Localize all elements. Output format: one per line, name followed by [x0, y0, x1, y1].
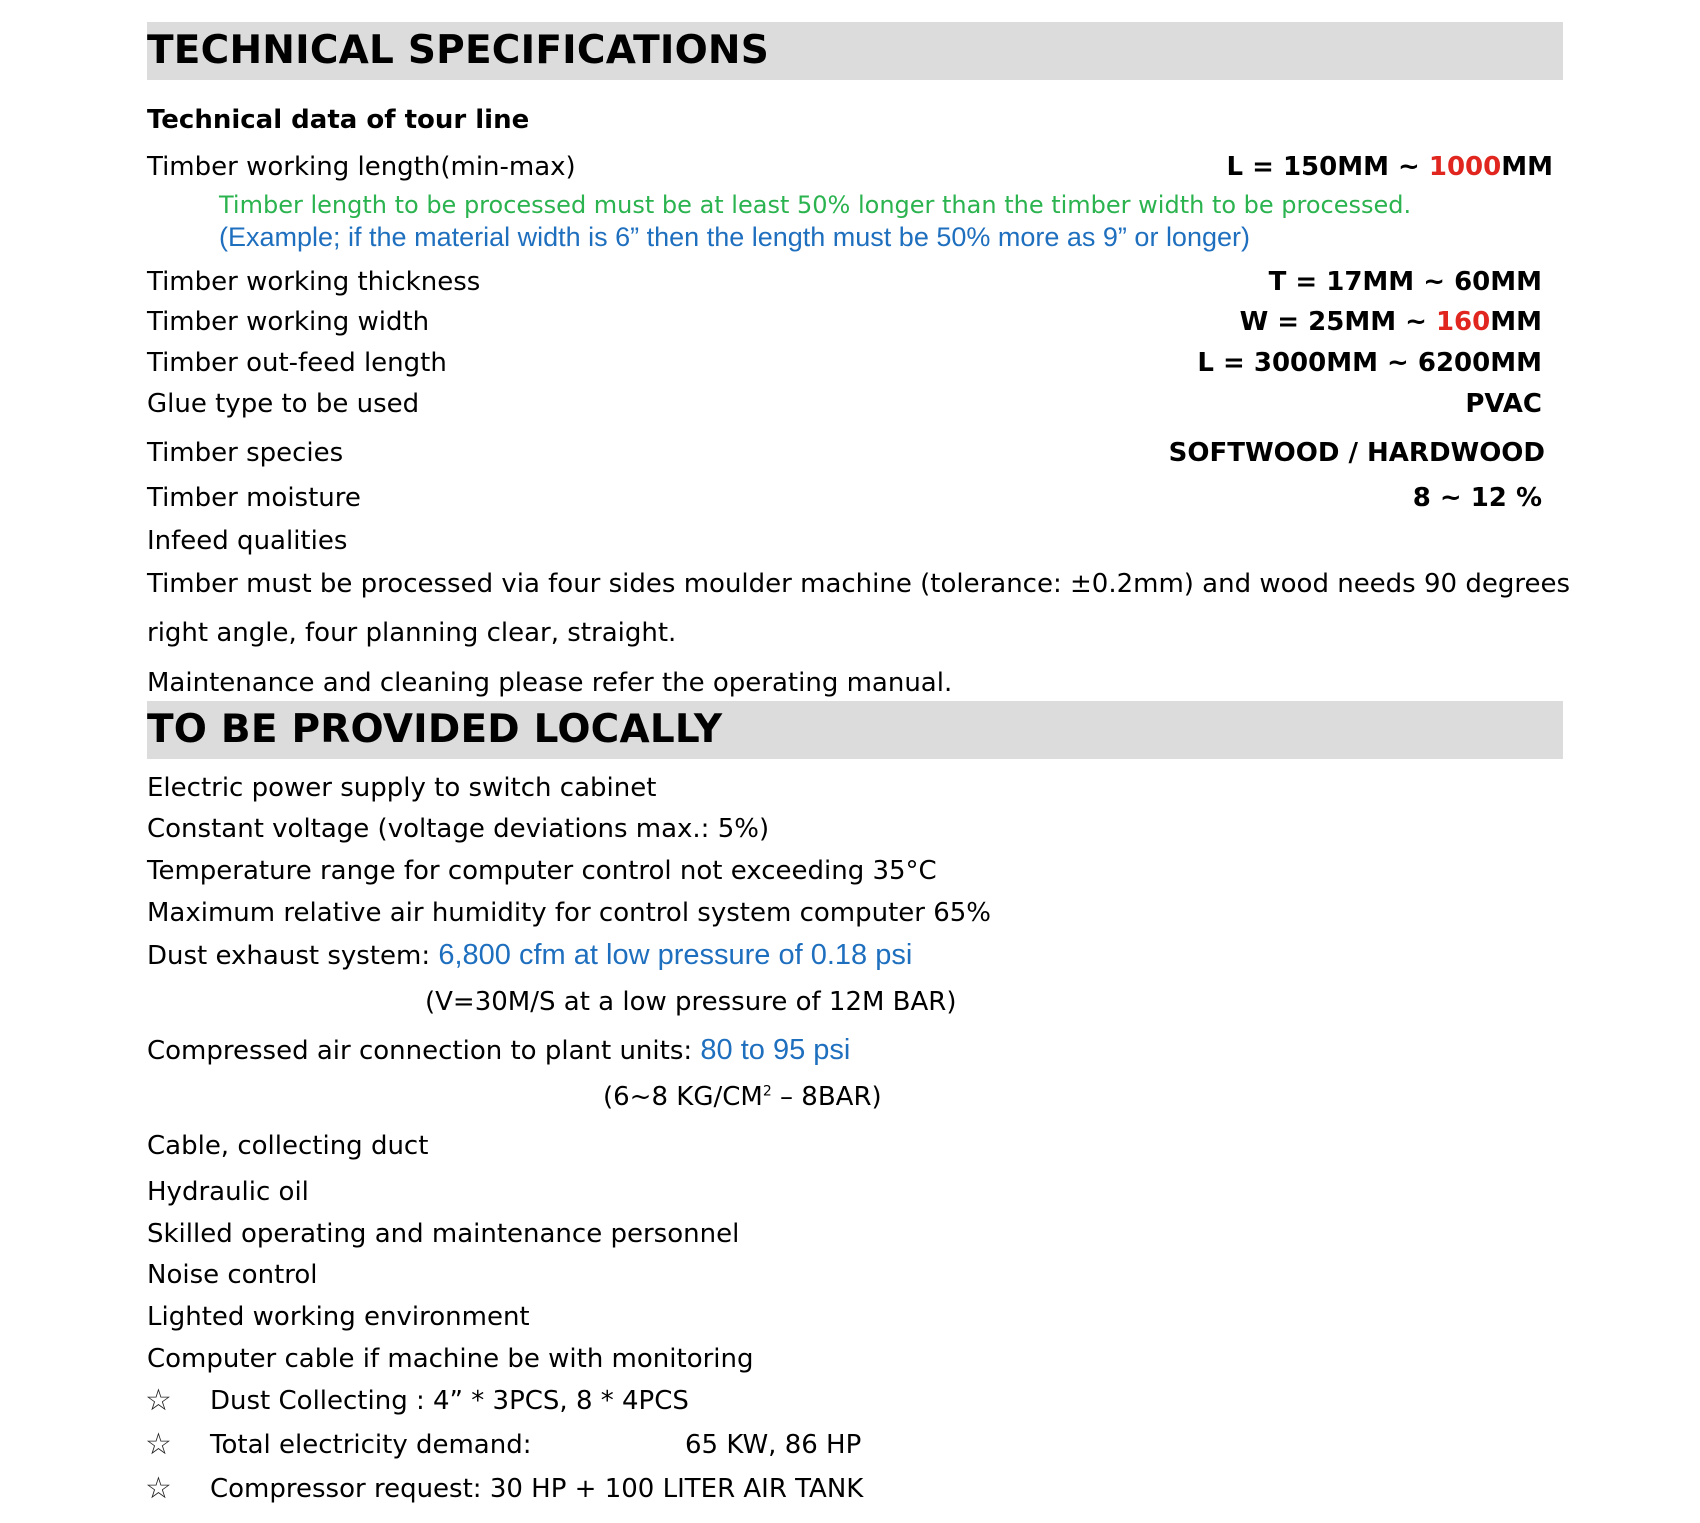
- air-label: Compressed air connection to plant units:: [147, 1036, 701, 1066]
- spec-label-outfeed: Timber out-feed length: [147, 348, 447, 378]
- air-note: [603, 1081, 882, 1113]
- spec-value-length-suffix: MM: [1501, 152, 1553, 182]
- subheading: Technical data of tour line: [147, 105, 530, 135]
- local-item-voltage: Constant voltage (voltage deviations max.: 5%): [147, 814, 770, 844]
- star-icon: ☆: [145, 1427, 172, 1462]
- spec-value-length-highlight: 1000: [1428, 152, 1502, 182]
- local-item-cable: Cable, collecting duct: [147, 1131, 429, 1161]
- process-line-1: Timber must be processed via four sides moulder machine (tolerance: ±0.2mm) and wood needs 90 degrees: [147, 569, 1571, 599]
- local-item-dust: [147, 939, 912, 972]
- local-item-temperature: Temperature range for computer control not exceeding 35°C: [147, 856, 937, 886]
- local-item-computer-cable: Computer cable if machine be with monitoring: [147, 1344, 754, 1374]
- spec-value-length-prefix: L = 150MM ~: [1226, 152, 1429, 182]
- spec-value-glue: PVAC: [1465, 389, 1542, 419]
- local-item-noise: Noise control: [147, 1260, 318, 1290]
- spec-value-length: [1227, 151, 1554, 183]
- local-item-power: Electric power supply to switch cabinet: [147, 773, 657, 803]
- local-item-personnel: Skilled operating and maintenance personnel: [147, 1219, 740, 1249]
- maintenance-note: Maintenance and cleaning please refer the operating manual.: [147, 668, 953, 698]
- star-item-compressor: Compressor request: 30 HP + 100 LITER AIR TANK: [210, 1474, 864, 1504]
- spec-label-glue: Glue type to be used: [147, 389, 420, 419]
- spec-value-species: SOFTWOOD / HARDWOOD: [1168, 438, 1545, 468]
- spec-label-moisture: Timber moisture: [147, 483, 361, 513]
- spec-label-length: Timber working length(min-max): [147, 152, 576, 182]
- spec-label-width: Timber working width: [147, 307, 430, 337]
- air-value: 80 to 95 psi: [700, 1034, 851, 1066]
- spec-label-thickness: Timber working thickness: [147, 267, 481, 297]
- spec-value-width-suffix: MM: [1490, 307, 1542, 337]
- local-item-hydraulic: Hydraulic oil: [147, 1177, 309, 1207]
- spec-value-width-prefix: W = 25MM ~: [1239, 307, 1436, 337]
- local-item-air: [147, 1034, 850, 1067]
- star-icon: ☆: [145, 1471, 172, 1506]
- star-item-dust-collecting: Dust Collecting : 4” * 3PCS, 8 * 4PCS: [210, 1386, 689, 1416]
- air-note-suffix: – 8BAR): [771, 1082, 882, 1112]
- note-example-blue: (Example; if the material width is 6” then the length must be 50% more as 9” or longer): [219, 222, 1250, 252]
- local-item-lighting: Lighted working environment: [147, 1302, 530, 1332]
- spec-value-width: [1240, 306, 1542, 338]
- section-heading-local: TO BE PROVIDED LOCALLY: [147, 707, 723, 752]
- star-item-electricity-value: 65 KW, 86 HP: [685, 1430, 862, 1460]
- dust-note: (V=30M/S at a low pressure of 12M BAR): [425, 987, 957, 1017]
- spec-label-species: Timber species: [147, 438, 344, 468]
- spec-value-outfeed: L = 3000MM ~ 6200MM: [1197, 348, 1542, 378]
- air-note-prefix: (6~8 KG/CM: [603, 1082, 763, 1112]
- local-item-humidity: Maximum relative air humidity for control system computer 65%: [147, 898, 992, 928]
- air-note-sup: 2: [762, 1083, 772, 1100]
- star-icon: ☆: [145, 1383, 172, 1418]
- dust-label: Dust exhaust system:: [147, 941, 439, 971]
- spec-value-width-highlight: 160: [1435, 307, 1491, 337]
- process-line-2: right angle, four planning clear, straight.: [147, 618, 677, 648]
- note-length-green: Timber length to be processed must be at least 50% longer than the timber width to be processed.: [219, 191, 1412, 219]
- dust-value: 6,800 cfm at low pressure of 0.18 psi: [438, 939, 913, 971]
- section-heading-technical: TECHNICAL SPECIFICATIONS: [147, 28, 770, 73]
- star-item-electricity-label: Total electricity demand:: [210, 1430, 532, 1460]
- spec-value-moisture: 8 ~ 12 %: [1412, 483, 1542, 513]
- spec-value-thickness: T = 17MM ~ 60MM: [1268, 267, 1542, 297]
- infeed-qualities: Infeed qualities: [147, 526, 348, 556]
